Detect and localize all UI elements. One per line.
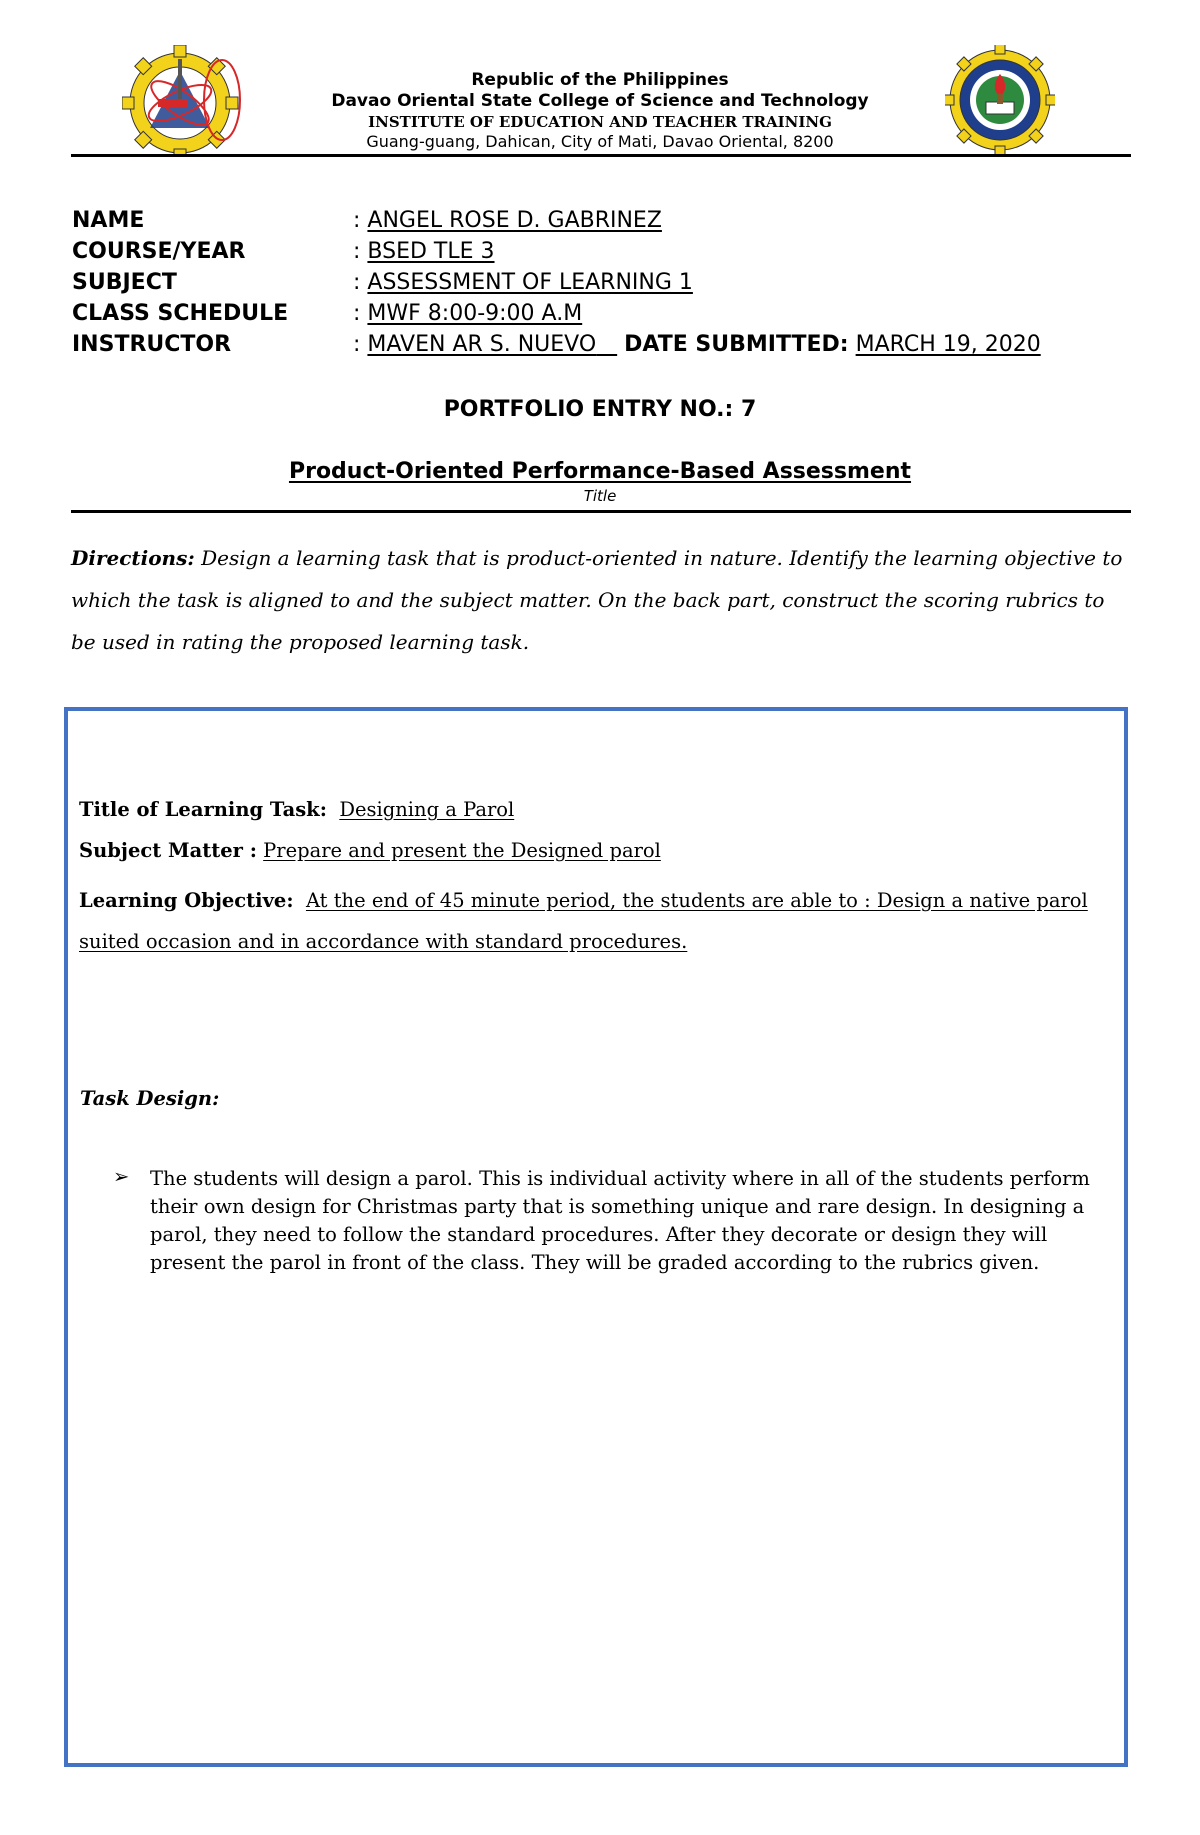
task-design-label: Task Design: — [80, 1087, 220, 1110]
institute-seal — [945, 45, 1055, 155]
schedule-value: MWF 8:00-9:00 A.M — [367, 301, 583, 326]
instructor-value-wrap — [353, 332, 1041, 357]
name-label: NAME — [72, 208, 145, 233]
subject-label: SUBJECT — [72, 270, 177, 295]
subject-matter — [79, 839, 661, 862]
task-title-value: Designing a Parol — [339, 798, 515, 821]
portfolio-entry: PORTFOLIO ENTRY NO.: 7 — [443, 397, 757, 422]
date-label: DATE SUBMITTED — [624, 332, 840, 357]
title-caption: Title — [583, 487, 617, 505]
separator: : — [353, 332, 361, 357]
date-value: MARCH 19, 2020 — [855, 332, 1041, 357]
objective-value: At the end of 45 minute period, the students are able to : Design a native parol suited occasion and in accordance with standard procedures. — [79, 889, 1088, 953]
header-divider — [71, 154, 1131, 157]
instructor-value — [367, 332, 617, 357]
institute-name: INSTITUTE OF EDUCATION AND TEACHER TRAINING — [368, 113, 832, 131]
name-value-wrap — [353, 208, 662, 233]
directions-label: Directions: — [71, 546, 195, 570]
republic-line: Republic of the Philippines — [471, 70, 729, 90]
name-value: ANGEL ROSE D. GABRINEZ — [367, 208, 662, 233]
institution-header — [250, 70, 950, 152]
course-label: COURSE/YEAR — [72, 239, 246, 264]
arrow-bullet-icon: ➢ — [113, 1165, 130, 1188]
separator: : — [353, 301, 361, 326]
schedule-value-wrap — [353, 301, 582, 326]
course-value-wrap — [353, 239, 495, 264]
course-value: BSED TLE 3 — [367, 239, 495, 264]
learning-objective — [79, 880, 1104, 962]
address-line: Guang-guang, Dahican, City of Mati, Davao Oriental, 8200 — [366, 132, 834, 151]
task-design-text: The students will design a parol. This is individual activity where in all of the students perform their own design for Christmas party that is something unique and rare design. In designing a parol, they need to follow the standard procedures. After they decorate or design they will present the parol in front of the class. They will be graded according to the rubrics given. — [150, 1167, 1090, 1274]
subject-matter-label: Subject Matter : — [79, 839, 257, 862]
learning-task-title — [79, 798, 514, 821]
date-colon: : — [839, 332, 849, 357]
directions — [71, 537, 1133, 663]
college-name: Davao Oriental State College of Science and Technology — [331, 91, 869, 111]
separator: : — [353, 208, 361, 233]
page-title: Product-Oriented Performance-Based Assessment — [288, 459, 912, 484]
college-logo — [122, 45, 247, 155]
objective-label: Learning Objective: — [79, 889, 294, 912]
task-title-label: Title of Learning Task: — [79, 798, 327, 821]
instructor-label: INSTRUCTOR — [72, 332, 232, 357]
title-divider — [71, 510, 1131, 513]
subject-value-wrap — [353, 270, 693, 295]
subject-matter-value: Prepare and present the Designed parol — [263, 839, 661, 862]
subject-value: ASSESSMENT OF LEARNING 1 — [367, 270, 693, 295]
directions-text: Design a learning task that is product-oriented in nature. Identify the learning objective to which the task is aligned to and the subject matter. On the back part, construct the scoring rubrics to be used in rating the proposed learning task. — [71, 546, 1123, 654]
separator: : — [353, 239, 361, 264]
instructor-name: MAVEN AR S. NUEVO — [367, 332, 597, 357]
schedule-label: CLASS SCHEDULE — [72, 301, 289, 326]
separator: : — [353, 270, 361, 295]
